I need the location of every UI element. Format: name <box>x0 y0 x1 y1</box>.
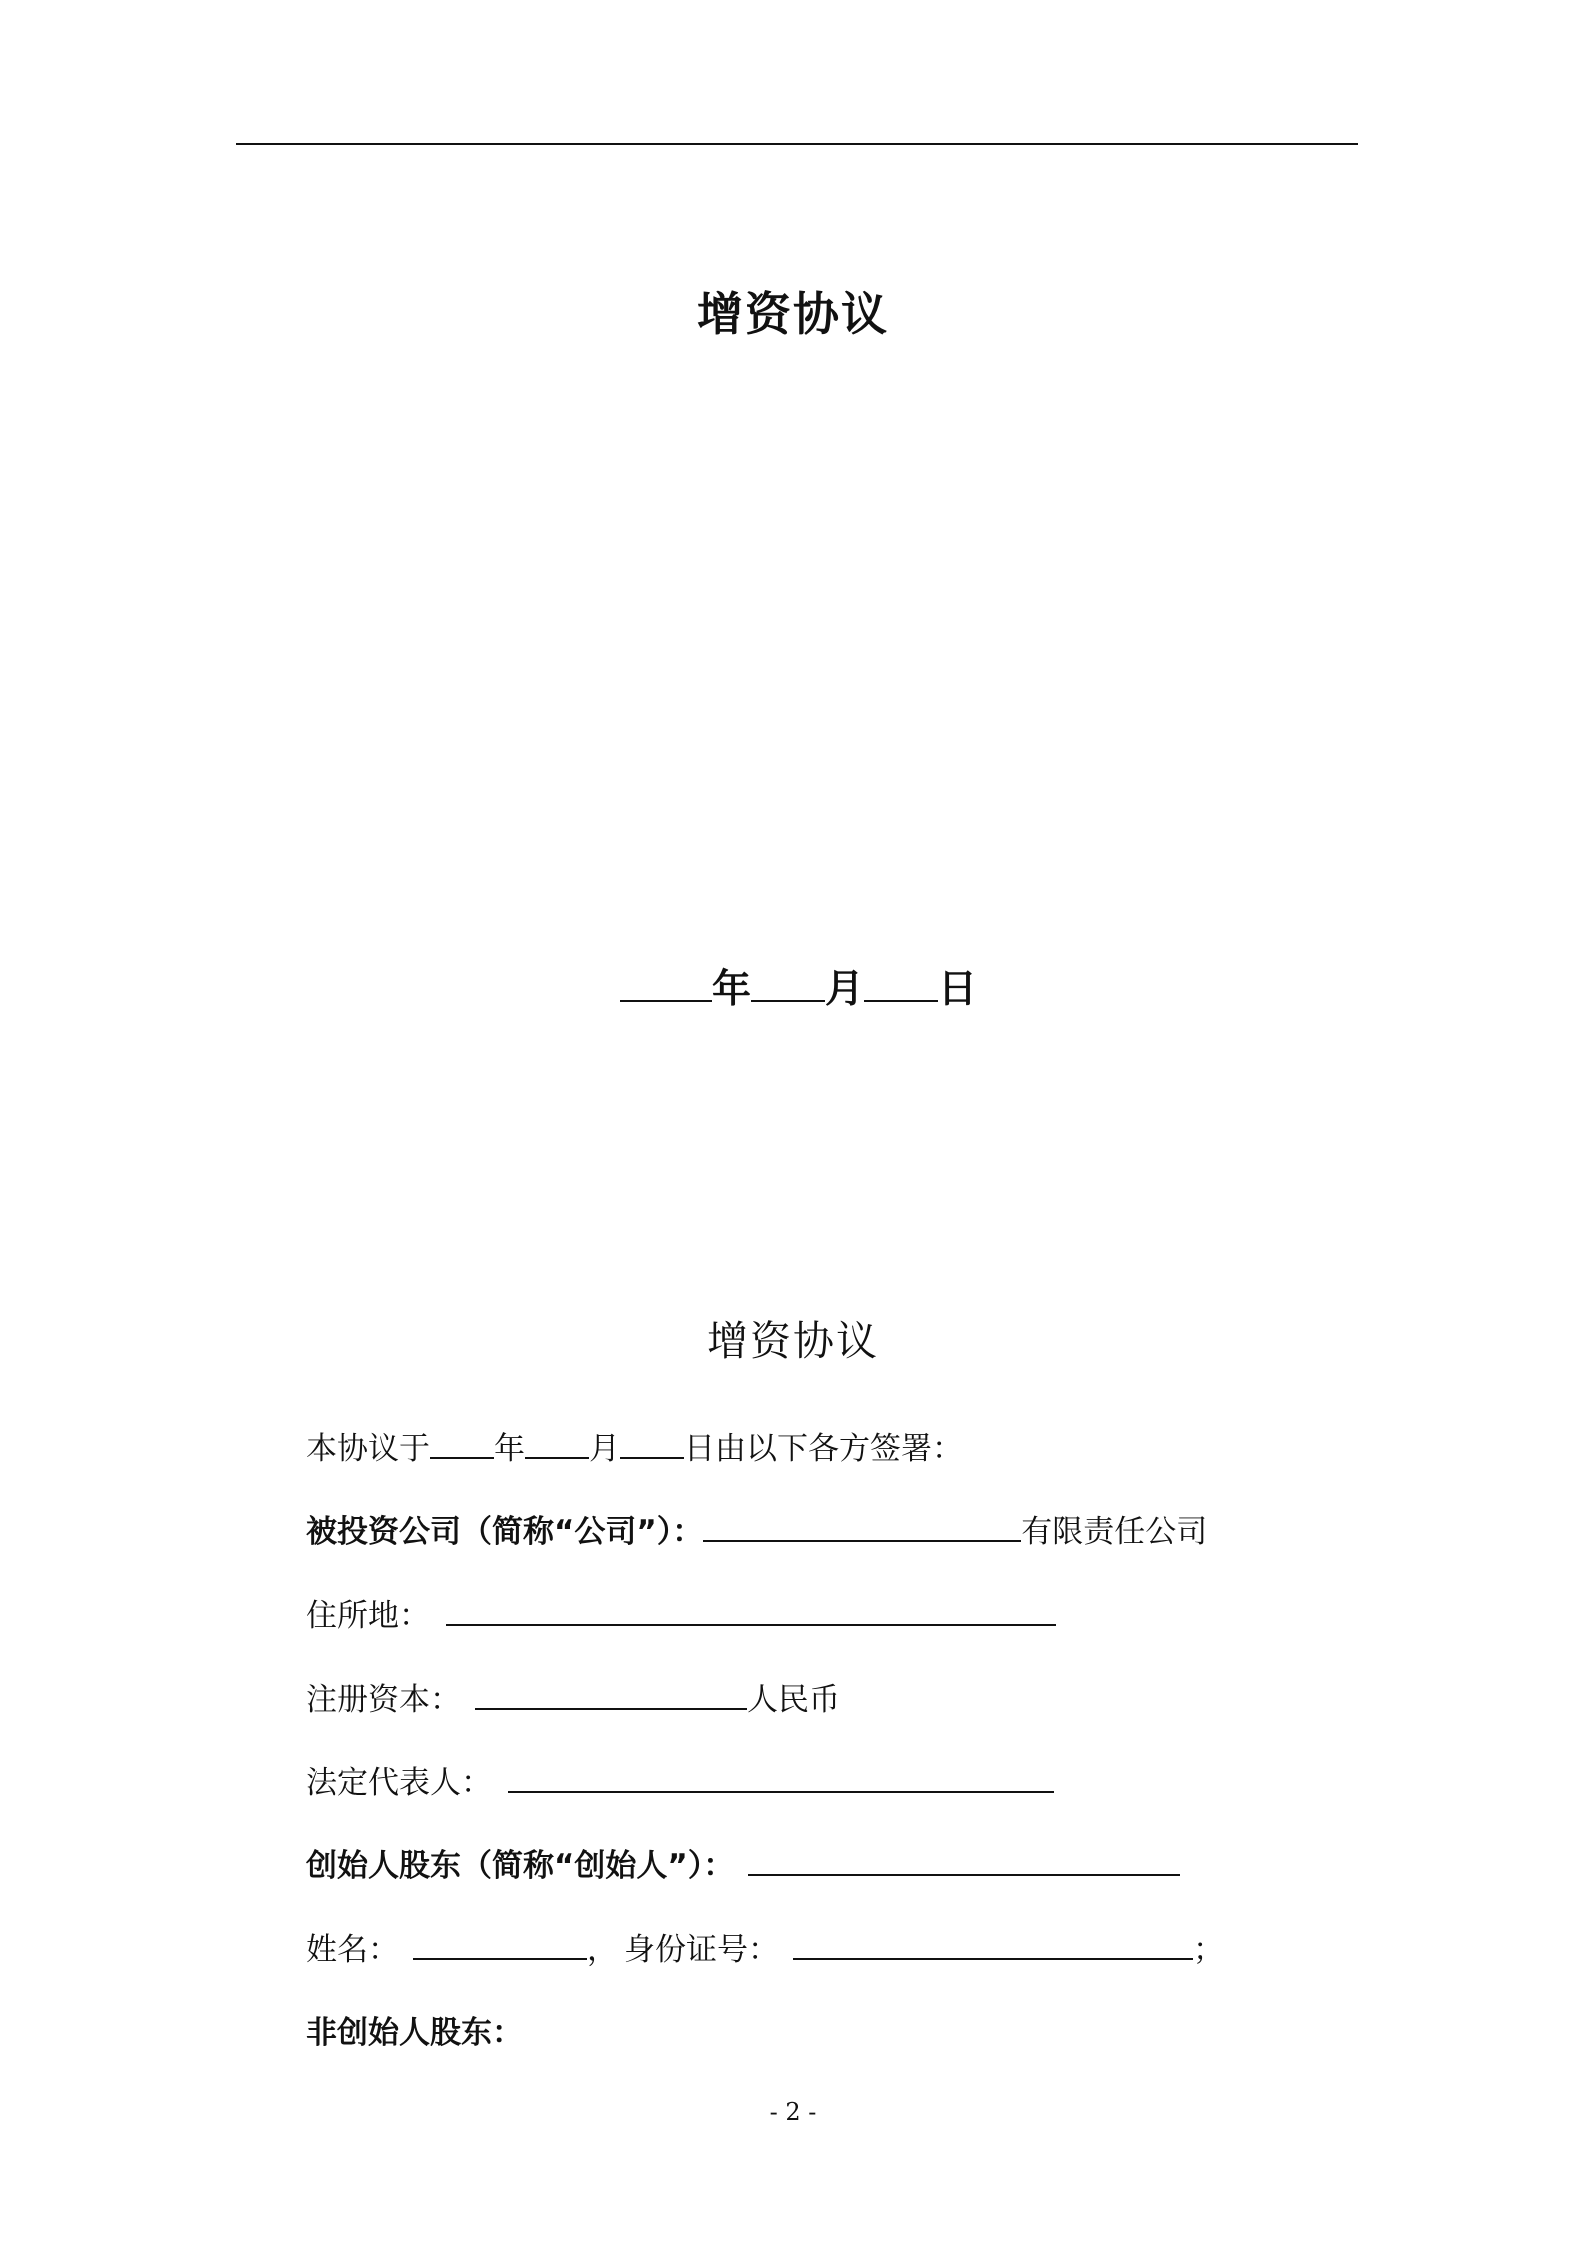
comma: ， <box>587 1932 618 1968</box>
founder-label: 创始人股东（简称“创始人”）： <box>306 1848 735 1884</box>
cover-title: 增资协议 <box>697 287 889 341</box>
intro-day-blank[interactable] <box>620 1431 684 1459</box>
cover-date-line <box>620 958 977 1014</box>
intro-month-blank[interactable] <box>525 1431 589 1459</box>
founder-info-line <box>306 1924 1224 1969</box>
legal-rep-label: 法定代表人： <box>306 1765 492 1801</box>
day-label: 日 <box>938 967 978 1012</box>
intro-year-blank[interactable] <box>430 1431 494 1459</box>
capital-field[interactable] <box>475 1682 747 1710</box>
day-blank[interactable] <box>864 972 938 1002</box>
legal-rep-field[interactable] <box>508 1765 1054 1793</box>
company-label: 被投资公司（简称“公司”）： <box>306 1514 704 1550</box>
capital-label: 注册资本： <box>306 1682 461 1718</box>
capital-suffix: 人民币 <box>747 1682 840 1718</box>
page-number: - 2 - <box>769 2098 817 2126</box>
address-field[interactable] <box>446 1598 1056 1626</box>
non-founder-line <box>306 2007 523 2052</box>
line-end: ； <box>1193 1932 1224 1968</box>
intro-month-label: 月 <box>589 1431 620 1467</box>
year-blank[interactable] <box>620 972 712 1002</box>
founder-field[interactable] <box>748 1848 1180 1876</box>
intro-line <box>306 1423 963 1468</box>
id-label: 身份证号： <box>624 1932 779 1968</box>
company-name-field[interactable] <box>703 1514 1021 1542</box>
name-field[interactable] <box>413 1932 587 1960</box>
founder-line <box>306 1840 1180 1885</box>
header-rule <box>236 143 1358 145</box>
address-label: 住所地： <box>306 1598 430 1634</box>
month-label: 月 <box>825 967 865 1012</box>
intro-year-label: 年 <box>494 1431 525 1467</box>
month-blank[interactable] <box>751 972 825 1002</box>
capital-line <box>306 1674 840 1719</box>
company-suffix: 有限责任公司 <box>1021 1514 1208 1550</box>
intro-prefix: 本协议于 <box>306 1431 430 1467</box>
year-label: 年 <box>712 967 752 1012</box>
intro-suffix: 日由以下各方签署： <box>684 1431 963 1467</box>
non-founder-label: 非创始人股东： <box>306 2015 523 2051</box>
legal-rep-line <box>306 1757 1054 1802</box>
agreement-title: 增资协议 <box>707 1317 879 1365</box>
id-number-field[interactable] <box>793 1932 1193 1960</box>
name-label: 姓名： <box>306 1932 399 1968</box>
address-line <box>306 1590 1056 1635</box>
company-line <box>306 1506 1207 1551</box>
